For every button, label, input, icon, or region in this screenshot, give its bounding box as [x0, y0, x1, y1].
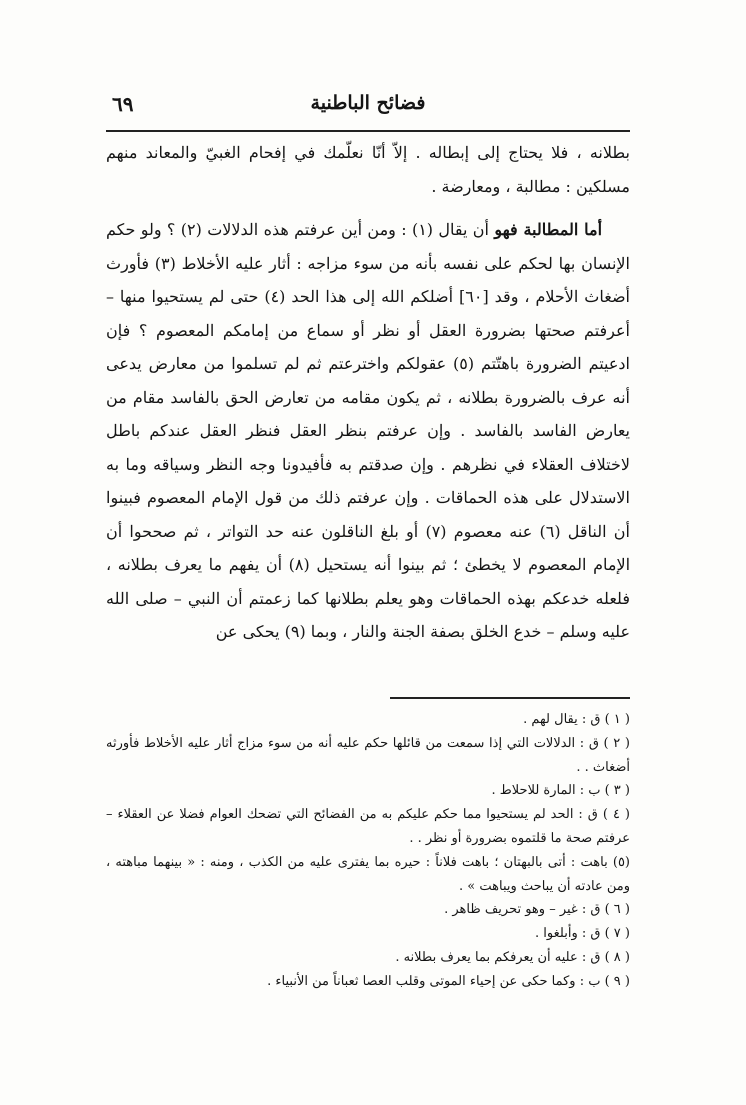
main-text — [106, 136, 630, 649]
footnote-6: ( ٦ ) ق : غير – وهو تحريف ظاهر . — [444, 902, 630, 918]
header-rule — [106, 130, 630, 132]
footnote-rule — [390, 697, 630, 699]
paragraph-1: بطلانه ، فلا يحتاج إلى إبطاله . إلاّ أنّا نعلّمك في إفحام الغبيّ والمعاند منهم مسلكين : مطالبة ، ومعارضة . — [106, 143, 630, 196]
footnote-7: ( ٧ ) ق : وأبلغوا . — [535, 926, 630, 942]
running-title: فضائح الباطنية — [310, 92, 426, 114]
running-header — [106, 92, 630, 126]
page-number: ٦٩ — [112, 92, 134, 116]
footnote-9: ( ٩ ) ب : وكما حكى عن إحياء الموتى وقلب العصا ثعباناً من الأنبياء . — [267, 973, 630, 989]
footnote-3: ( ٣ ) ب : المارة للاحلاط . — [491, 783, 630, 799]
footnotes — [106, 708, 630, 994]
footnote-5: (٥) باهت : أتى بالبهتان ؛ باهت فلاناً : حيره بما يفترى عليه من الكذب ، ومنه : « بينهما مباهته ، ومن عادته أن يباحث ويباهت » . — [106, 854, 630, 894]
footnote-2: ( ٢ ) ق : الدلالات التي إذا سمعت من قائلها حكم عليه أنه من سوء مزاج أثار عليه الأخلاط فأورثه أضغاث . . — [106, 735, 630, 775]
paragraph-2-text: أن يقال (١) : ومن أين عرفتم هذه الدلالات (٢) ؟ ولو حكم الإنسان بها لحكم على نفسه بأنه من سوء مزاجه : أثار عليه الأخلاط (٣) فأورث أضغاث الأحلام ، وقد [٦٠] أضلكم الله إلى هذا الحد (٤) حتى لم يستحيوا منها – أعرفتم صحتها بضرورة العقل أو نظر أو سماع من إمامكم المعصوم ؟ فإن ادعيتم الضرورة باهتّتم (٥) عقولكم واخترعتم ثم لم تسلموا من معارض يدعى أنه عرف بالضرورة بطلانه ، ثم يكون مقامه من تعارض الحق بالفاسد مقام من يعارض الفاسد بالفاسد . وإن عرفتم بنظر العقل فنظر العقل عندكم باطل لاختلاف العقلاء في نظرهم . وإن صدقتم به فأفيدونا وجه النظر وسياقه وما به الاستدلال على هذه الحماقات . وإن عرفتم ذلك من قول الإمام المعصوم فبينوا أن الناقل (٦) عنه معصوم (٧) أو بلغ الناقلون عنه حد التواتر ، ثم صححوا أن الإمام المعصوم لا يخطئ ؛ ثم بينوا أنه يستحيل (٨) أن يفهم ما يعرف بطلانه ، فلعله خدعكم بهذه الحماقات وهو يعلم بطلانها كما زعمتم أن النبي – صلى الله عليه وسلم – خدع الخلق بصفة الجنة والنار ، وبما (٩) يحكى عن — [106, 220, 631, 641]
paragraph-2 — [106, 213, 630, 649]
footnote-8: ( ٨ ) ق : عليه أن يعرفكم بما يعرف بطلانه . — [395, 949, 630, 965]
footnote-4: ( ٤ ) ق : الحد لم يستحيوا مما حكم عليكم به من الفضائح التي تضحك العوام فضلا عن العقلاء – عرفتم صحة ما قلتموه بضرورة أو نظر . . — [106, 807, 630, 846]
footnote-1: ( ١ ) ق : يقال لهم . — [523, 712, 630, 727]
paragraph-2-lead: أما المطالبة فهو — [494, 220, 603, 239]
